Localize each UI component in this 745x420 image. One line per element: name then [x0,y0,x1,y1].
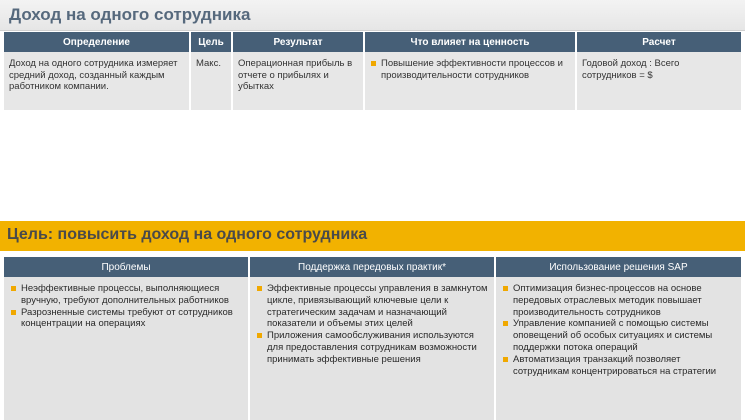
col-sap-usage-header: Использование решения SAP [496,257,741,277]
col-best-practices-header: Поддержка передовых практик* [250,257,494,277]
page-title: Доход на одного сотрудника [9,5,251,24]
kpi-data-row [4,52,741,110]
kpi-header-row [4,32,741,52]
problem-item: Разрозненные системы требуют от сотрудников концентрации на операциях [10,307,242,331]
sap-usage-cell [496,277,741,420]
sap-usage-item: Автоматизация транзакций позволяет сотрудникам концентрироваться на стратегии [502,354,735,378]
goal-banner-title: Цель: повысить доход на одного сотрудника [7,226,368,243]
col-definition-header: Определение [4,32,189,52]
col-value-drivers-header: Что влияет на ценность [365,32,575,52]
goal-cell: Макс. [191,52,231,110]
best-practices-list [256,283,488,366]
best-practices-cell [250,277,494,420]
value-drivers-list [370,58,570,81]
col-calculation-header: Расчет [577,32,741,52]
kpi-definition-table [2,32,743,110]
definition-cell: Доход на одного сотрудника измеряет средний доход, созданный каждым работником компании. [4,52,189,110]
best-practice-item: Приложения самообслуживания используются для предоставления сотрудникам возможности принимать эффективные решения [256,330,488,365]
practices-data-row [4,277,741,420]
problems-list [10,283,242,330]
sap-usage-item: Оптимизация бизнес-процессов на основе передовых отраслевых методик повышает производительность сотрудников [502,283,735,318]
result-cell: Операционная прибыль в отчете о прибылях и убытках [233,52,363,110]
practices-header-row [4,257,741,277]
sap-usage-list [502,283,735,377]
value-drivers-cell [365,52,575,110]
problems-cell [4,277,248,420]
page-title-bar [0,0,745,31]
col-goal-header: Цель [191,32,231,52]
goal-banner [0,221,745,251]
value-driver-item: Повышение эффективности процессов и производительности сотрудников [370,58,570,81]
col-result-header: Результат [233,32,363,52]
sap-usage-item: Управление компанией с помощью системы оповещений об особых ситуациях и системы поддержки потока операций [502,318,735,353]
calculation-cell: Годовой доход : Всего сотрудников = $ [577,52,741,110]
best-practice-item: Эффективные процессы управления в замкнутом цикле, привязывающий ключевые цели к стратегическим задачам и назначающий показатели и объемы этих целей [256,283,488,330]
practices-table [2,257,743,420]
problem-item: Неэффективные процессы, выполняющиеся вручную, требуют дополнительных работников [10,283,242,307]
col-problems-header: Проблемы [4,257,248,277]
